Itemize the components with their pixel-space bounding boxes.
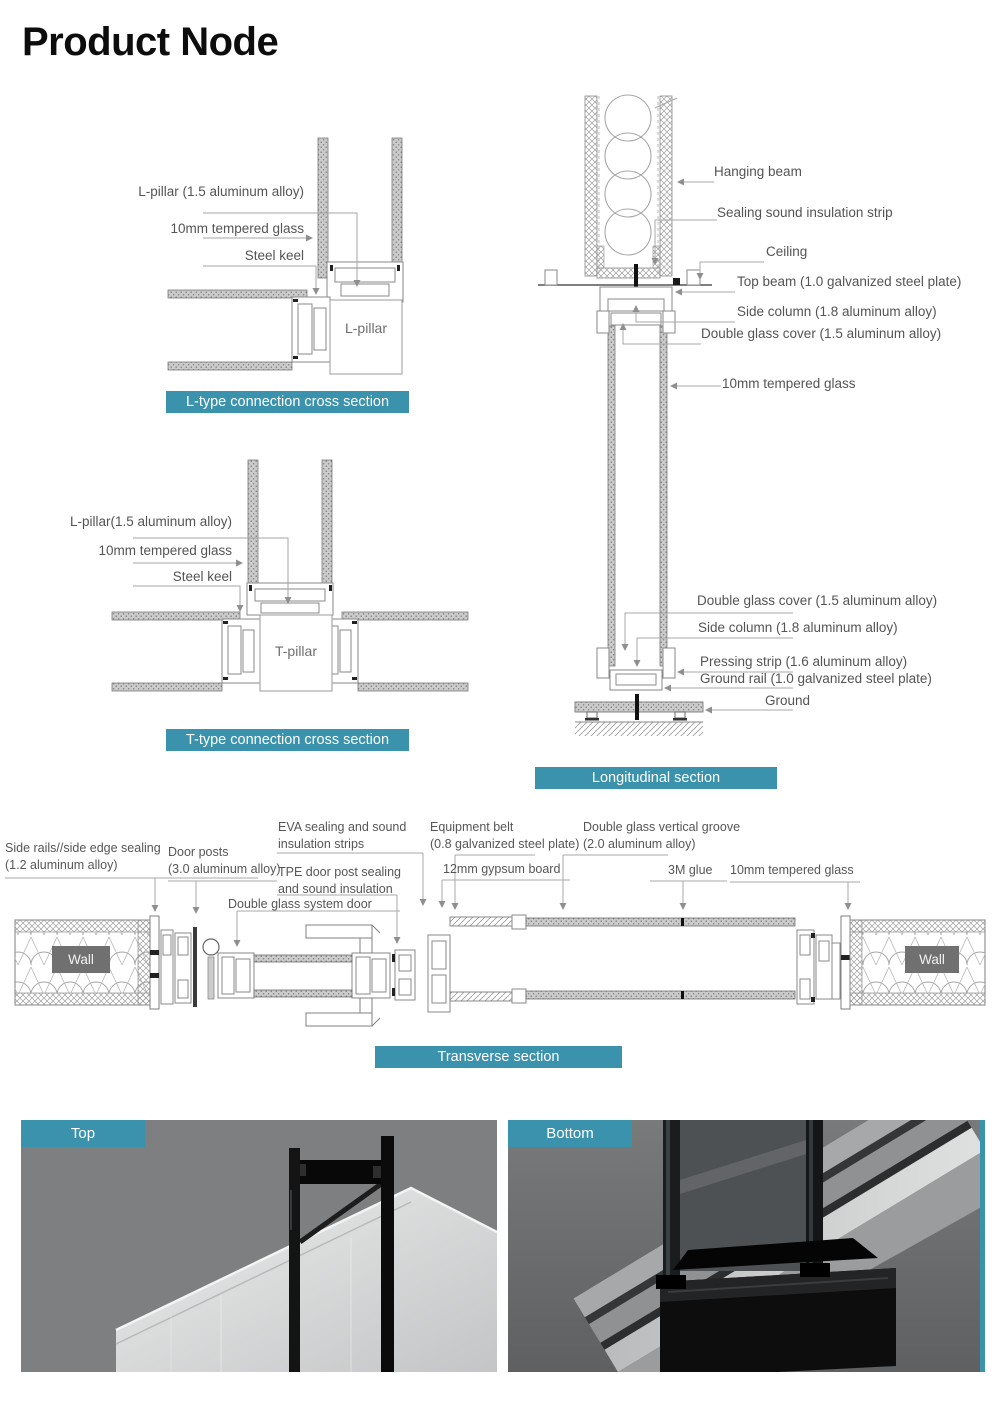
callout-glass-cover-top: Double glass cover (1.5 aluminum alloy): [701, 326, 942, 341]
l-type-caption: L-type connection cross section: [166, 391, 409, 413]
callout-side-column-bottom: Side column (1.8 aluminum alloy): [698, 620, 898, 635]
t-pillar-label: T-pillar: [274, 643, 317, 659]
callout-side-rails-1: Side rails//side edge sealing: [5, 841, 161, 855]
callout-tpe-2: and sound insulation: [278, 882, 393, 896]
callout-eva-1: EVA sealing and sound: [278, 820, 407, 834]
top-photo: [21, 1120, 497, 1372]
callout-ceiling: Ceiling: [766, 244, 808, 259]
callout-ground-rail: Ground rail (1.0 galvanized steel plate): [700, 671, 932, 686]
callout-gypsum: 12mm gypsum board: [443, 862, 561, 876]
callout-equipment-1: Equipment belt: [430, 820, 514, 834]
callout-pressing-strip: Pressing strip (1.6 aluminum alloy): [700, 654, 908, 669]
l-type-callout-keel: Steel keel: [244, 248, 304, 263]
callout-door: Double glass system door: [228, 897, 372, 911]
callout-glass-cover-bottom: Double glass cover (1.5 aluminum alloy): [697, 593, 938, 608]
callout-groove-2: (2.0 aluminum alloy): [583, 837, 696, 851]
t-type-callout-keel: Steel keel: [172, 569, 232, 584]
t-type-callout-glass: 10mm tempered glass: [98, 543, 232, 558]
l-type-callout-pillar: L-pillar (1.5 aluminum alloy): [138, 184, 304, 199]
callout-top-beam: Top beam (1.0 galvanized steel plate): [737, 274, 962, 289]
callout-door-posts-2: (3.0 aluminum alloy): [168, 862, 281, 876]
transverse-caption: Transverse section: [375, 1046, 622, 1068]
top-photo-badge: Top: [21, 1120, 145, 1147]
wall-badge-right: Wall: [905, 946, 959, 973]
t-type-callout-pillar: L-pillar(1.5 aluminum alloy): [69, 514, 232, 529]
longitudinal-diagram: [535, 96, 795, 744]
callout-tpe-1: TPE door post sealing: [278, 865, 401, 879]
callout-glue: 3M glue: [668, 863, 713, 877]
callout-hanging-beam: Hanging beam: [714, 164, 802, 179]
bottom-photo-badge: Bottom: [508, 1120, 632, 1147]
l-type-callout-glass: 10mm tempered glass: [170, 221, 304, 236]
bottom-photo: [508, 1120, 985, 1372]
callout-ground: Ground: [765, 693, 811, 708]
t-type-caption: T-type connection cross section: [166, 729, 409, 751]
callout-eva-2: insulation strips: [278, 837, 365, 851]
l-pillar-label: L-pillar: [344, 320, 387, 336]
t-type-diagram: [110, 455, 470, 727]
callout-side-column-top: Side column (1.8 aluminum alloy): [737, 304, 937, 319]
page-title: Product Node: [22, 20, 279, 64]
callout-equipment-2: (0.8 galvanized steel plate): [430, 837, 580, 851]
callout-door-posts-1: Door posts: [168, 845, 229, 859]
callout-sealing-strip: Sealing sound insulation strip: [717, 205, 893, 220]
callout-groove-1: Double glass vertical groove: [583, 820, 741, 834]
wall-badge-left: Wall: [52, 946, 110, 973]
callout-transverse-glass: 10mm tempered glass: [730, 863, 854, 877]
callout-tempered-glass: 10mm tempered glass: [722, 376, 856, 391]
callout-side-rails-2: (1.2 aluminum alloy): [5, 858, 118, 872]
longitudinal-caption: Longitudinal section: [535, 767, 777, 789]
